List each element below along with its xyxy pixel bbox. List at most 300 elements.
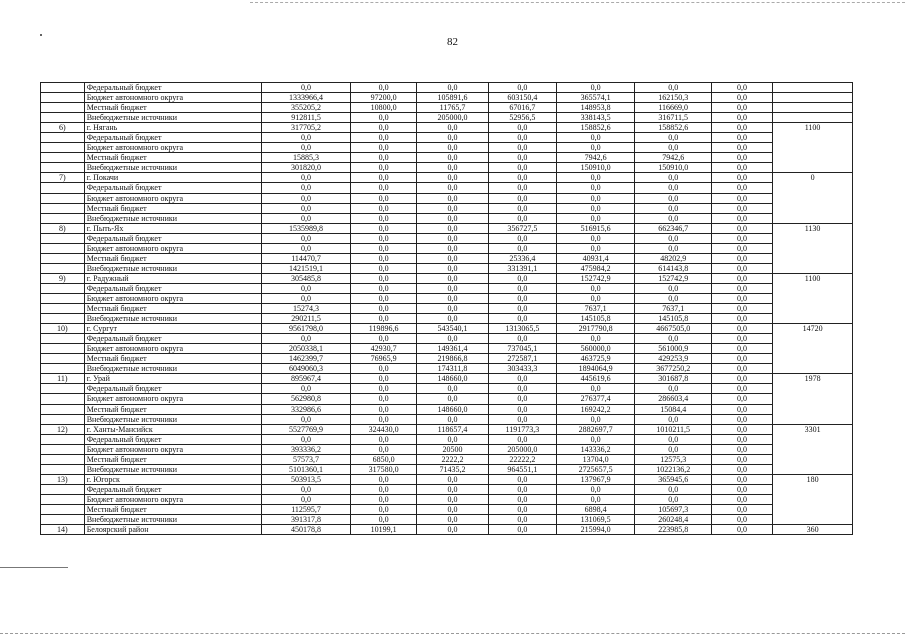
value-cell: 0,0 (489, 394, 557, 404)
value-cell: 0,0 (261, 173, 351, 183)
table-row (41, 193, 853, 203)
value-cell: 0,0 (711, 123, 772, 133)
value-cell: 0,0 (556, 414, 635, 424)
table-row (41, 414, 853, 424)
value-cell: 0,0 (416, 263, 488, 273)
value-cell: 0,0 (416, 283, 488, 293)
row-label: Бюджет автономного округа (84, 93, 261, 103)
value-cell: 0,0 (556, 133, 635, 143)
value-cell: 0,0 (351, 223, 417, 233)
extra-indicator-cell: 1100 (773, 123, 853, 173)
table-row-municipality (41, 324, 853, 334)
row-number (41, 243, 85, 253)
value-cell: 0,0 (711, 83, 772, 93)
value-cell: 0,0 (261, 233, 351, 243)
value-cell: 0,0 (351, 253, 417, 263)
value-cell: 2050338,1 (261, 344, 351, 354)
value-cell: 0,0 (489, 243, 557, 253)
row-label: Бюджет автономного округа (84, 444, 261, 454)
row-number: 12) (41, 424, 85, 434)
value-cell: 0,0 (261, 484, 351, 494)
value-cell: 543540,1 (416, 324, 488, 334)
value-cell: 0,0 (416, 213, 488, 223)
row-label: Бюджет автономного округа (84, 494, 261, 504)
value-cell: 0,0 (711, 133, 772, 143)
value-cell: 603150,4 (489, 93, 557, 103)
table-row (41, 404, 853, 414)
extra-indicator-cell: 1130 (773, 223, 853, 273)
value-cell: 0,0 (416, 525, 488, 535)
value-cell: 0,0 (556, 484, 635, 494)
value-cell: 48202,9 (635, 253, 712, 263)
row-label: Внебюджетные источники (84, 263, 261, 273)
value-cell: 0,0 (416, 414, 488, 424)
value-cell: 0,0 (711, 484, 772, 494)
row-number (41, 344, 85, 354)
value-cell: 316711,5 (635, 113, 712, 123)
value-cell: 5527769,9 (261, 424, 351, 434)
value-cell: 2917790,8 (556, 324, 635, 334)
value-cell: 0,0 (489, 203, 557, 213)
value-cell: 0,0 (711, 143, 772, 153)
table-row (41, 233, 853, 243)
value-cell: 0,0 (489, 283, 557, 293)
value-cell: 0,0 (416, 494, 488, 504)
value-cell: 42930,7 (351, 344, 417, 354)
value-cell: 0,0 (711, 293, 772, 303)
table-row (41, 515, 853, 525)
value-cell: 131069,5 (556, 515, 635, 525)
value-cell: 6898,4 (556, 504, 635, 514)
value-cell: 303433,3 (489, 364, 557, 374)
table-row (41, 263, 853, 273)
row-number (41, 454, 85, 464)
value-cell: 0,0 (489, 384, 557, 394)
value-cell: 0,0 (489, 304, 557, 314)
row-label: Федеральный бюджет (84, 384, 261, 394)
table-row (41, 203, 853, 213)
value-cell: 0,0 (416, 484, 488, 494)
value-cell: 112595,7 (261, 504, 351, 514)
value-cell: 0,0 (351, 364, 417, 374)
value-cell: 0,0 (416, 293, 488, 303)
value-cell: 152742,9 (556, 273, 635, 283)
value-cell: 0,0 (711, 163, 772, 173)
value-cell: 0,0 (416, 273, 488, 283)
row-number (41, 113, 85, 123)
value-cell: 0,0 (351, 283, 417, 293)
value-cell: 0,0 (556, 434, 635, 444)
table-row-municipality (41, 525, 853, 535)
row-number (41, 304, 85, 314)
table-row (41, 153, 853, 163)
row-label: Бюджет автономного округа (84, 293, 261, 303)
extra-empty-cell (773, 113, 853, 123)
table-row (41, 243, 853, 253)
row-label: Местный бюджет (84, 504, 261, 514)
value-cell: 0,0 (711, 233, 772, 243)
value-cell: 0,0 (489, 504, 557, 514)
value-cell: 0,0 (489, 334, 557, 344)
table-row (41, 444, 853, 454)
row-label: Бюджет автономного округа (84, 243, 261, 253)
value-cell: 4667505,0 (635, 324, 712, 334)
value-cell: 0,0 (416, 243, 488, 253)
value-cell: 0,0 (351, 143, 417, 153)
table-row-municipality (41, 273, 853, 283)
value-cell: 0,0 (711, 464, 772, 474)
value-cell: 0,0 (635, 384, 712, 394)
table-row (41, 253, 853, 263)
value-cell: 0,0 (711, 494, 772, 504)
value-cell: 0,0 (635, 444, 712, 454)
row-label: Внебюджетные источники (84, 213, 261, 223)
table-row (41, 304, 853, 314)
value-cell: 0,0 (416, 384, 488, 394)
row-number: 14) (41, 525, 85, 535)
row-label: Местный бюджет (84, 454, 261, 464)
value-cell: 0,0 (556, 293, 635, 303)
row-label: г. Покачи (84, 173, 261, 183)
row-label: г. Радужный (84, 273, 261, 283)
row-number (41, 334, 85, 344)
value-cell: 0,0 (351, 484, 417, 494)
value-cell: 260248,4 (635, 515, 712, 525)
value-cell: 0,0 (711, 183, 772, 193)
row-number: 7) (41, 173, 85, 183)
value-cell: 0,0 (261, 143, 351, 153)
value-cell: 0,0 (416, 173, 488, 183)
table-row (41, 213, 853, 223)
table-row (41, 103, 853, 113)
row-number (41, 504, 85, 514)
value-cell: 317580,0 (351, 464, 417, 474)
extra-empty-cell (773, 93, 853, 103)
value-cell: 205000,0 (416, 113, 488, 123)
value-cell: 0,0 (489, 83, 557, 93)
value-cell: 0,0 (261, 334, 351, 344)
extra-indicator-cell: 360 (773, 525, 853, 535)
extra-indicator-cell: 1100 (773, 273, 853, 323)
row-number (41, 283, 85, 293)
value-cell: 0,0 (261, 193, 351, 203)
value-cell: 105697,3 (635, 504, 712, 514)
row-number (41, 203, 85, 213)
value-cell: 0,0 (711, 93, 772, 103)
value-cell: 0,0 (416, 233, 488, 243)
extra-empty-cell (773, 83, 853, 93)
value-cell: 148660,0 (416, 374, 488, 384)
table-row (41, 484, 853, 494)
row-number (41, 484, 85, 494)
table-row (41, 283, 853, 293)
value-cell: 0,0 (416, 314, 488, 324)
value-cell: 0,0 (711, 213, 772, 223)
value-cell: 158852,6 (556, 123, 635, 133)
value-cell: 0,0 (416, 504, 488, 514)
value-cell: 0,0 (351, 404, 417, 414)
table-row (41, 354, 853, 364)
value-cell: 0,0 (489, 434, 557, 444)
value-cell: 0,0 (556, 334, 635, 344)
value-cell: 105891,6 (416, 93, 488, 103)
value-cell: 356727,5 (489, 223, 557, 233)
value-cell: 332986,6 (261, 404, 351, 414)
row-number (41, 404, 85, 414)
scan-artifact-line (0, 567, 68, 569)
value-cell: 0,0 (635, 193, 712, 203)
row-number (41, 494, 85, 504)
value-cell: 205000,0 (489, 444, 557, 454)
value-cell: 0,0 (635, 83, 712, 93)
table-row (41, 163, 853, 173)
value-cell: 0,0 (711, 444, 772, 454)
value-cell: 0,0 (351, 263, 417, 273)
row-label: Бюджет автономного округа (84, 394, 261, 404)
value-cell: 76965,9 (351, 354, 417, 364)
table-row-municipality (41, 474, 853, 484)
value-cell: 118657,4 (416, 424, 488, 434)
value-cell: 0,0 (711, 515, 772, 525)
table-row (41, 314, 853, 324)
row-label: Внебюджетные источники (84, 515, 261, 525)
value-cell: 0,0 (351, 314, 417, 324)
value-cell: 174311,8 (416, 364, 488, 374)
value-cell: 393336,2 (261, 444, 351, 454)
value-cell: 25336,4 (489, 253, 557, 263)
value-cell: 0,0 (416, 334, 488, 344)
row-label: Местный бюджет (84, 304, 261, 314)
row-number (41, 444, 85, 454)
value-cell: 0,0 (261, 203, 351, 213)
value-cell: 0,0 (711, 525, 772, 535)
value-cell: 0,0 (351, 213, 417, 223)
row-label: Федеральный бюджет (84, 183, 261, 193)
value-cell: 6850,0 (351, 454, 417, 464)
value-cell: 15084,4 (635, 404, 712, 414)
value-cell: 0,0 (635, 243, 712, 253)
extra-indicator-cell: 14720 (773, 324, 853, 374)
value-cell: 0,0 (556, 183, 635, 193)
page-number: 82 (447, 36, 458, 48)
row-number (41, 293, 85, 303)
value-cell: 0,0 (261, 283, 351, 293)
row-label: г. Нягань (84, 123, 261, 133)
value-cell: 0,0 (711, 454, 772, 464)
row-label: Федеральный бюджет (84, 233, 261, 243)
value-cell: 0,0 (416, 143, 488, 153)
value-cell: 0,0 (489, 163, 557, 173)
value-cell: 0,0 (489, 374, 557, 384)
value-cell: 0,0 (416, 203, 488, 213)
value-cell: 0,0 (416, 133, 488, 143)
value-cell: 0,0 (261, 494, 351, 504)
value-cell: 0,0 (489, 213, 557, 223)
value-cell: 1535989,8 (261, 223, 351, 233)
extra-indicator-cell: 3301 (773, 424, 853, 474)
value-cell: 116669,0 (635, 103, 712, 113)
row-label: Внебюджетные источники (84, 163, 261, 173)
value-cell: 0,0 (261, 384, 351, 394)
value-cell: 7942,6 (556, 153, 635, 163)
value-cell: 169242,2 (556, 404, 635, 414)
value-cell: 5101360,1 (261, 464, 351, 474)
row-number (41, 193, 85, 203)
row-number: 6) (41, 123, 85, 133)
value-cell: 152742,9 (635, 273, 712, 283)
value-cell: 338143,5 (556, 113, 635, 123)
value-cell: 0,0 (635, 293, 712, 303)
value-cell: 158852,6 (635, 123, 712, 133)
value-cell: 0,0 (351, 233, 417, 243)
value-cell: 0,0 (635, 203, 712, 213)
value-cell: 0,0 (711, 153, 772, 163)
row-number (41, 103, 85, 113)
value-cell: 1462399,7 (261, 354, 351, 364)
row-label: Бюджет автономного округа (84, 344, 261, 354)
value-cell: 0,0 (711, 404, 772, 414)
value-cell: 0,0 (635, 233, 712, 243)
row-label: Федеральный бюджет (84, 334, 261, 344)
value-cell: 57573,7 (261, 454, 351, 464)
row-label: г. Пыть-Ях (84, 223, 261, 233)
table-row (41, 344, 853, 354)
table-row (41, 83, 853, 93)
extra-indicator-cell: 180 (773, 474, 853, 524)
row-number (41, 314, 85, 324)
value-cell: 0,0 (489, 494, 557, 504)
table-row (41, 504, 853, 514)
value-cell: 114470,7 (261, 253, 351, 263)
value-cell: 0,0 (351, 273, 417, 283)
row-number: 8) (41, 223, 85, 233)
row-label: Бюджет автономного округа (84, 143, 261, 153)
row-label: Федеральный бюджет (84, 133, 261, 143)
value-cell: 0,0 (351, 304, 417, 314)
value-cell: 15885,3 (261, 153, 351, 163)
value-cell: 0,0 (556, 213, 635, 223)
table-row (41, 133, 853, 143)
value-cell: 148953,8 (556, 103, 635, 113)
value-cell: 0,0 (489, 273, 557, 283)
value-cell: 0,0 (635, 133, 712, 143)
row-label: Внебюджетные источники (84, 113, 261, 123)
value-cell: 0,0 (489, 183, 557, 193)
value-cell: 0,0 (351, 113, 417, 123)
table-row (41, 434, 853, 444)
value-cell: 0,0 (711, 304, 772, 314)
value-cell: 1022136,2 (635, 464, 712, 474)
budget-table-body (41, 83, 853, 535)
value-cell: 67016,7 (489, 103, 557, 113)
value-cell: 0,0 (489, 233, 557, 243)
value-cell: 0,0 (351, 494, 417, 504)
row-label: г. Югорск (84, 474, 261, 484)
value-cell: 1313065,5 (489, 324, 557, 334)
value-cell: 0,0 (416, 394, 488, 404)
value-cell: 2882697,7 (556, 424, 635, 434)
value-cell: 0,0 (261, 243, 351, 253)
value-cell: 22222,2 (489, 454, 557, 464)
value-cell: 0,0 (711, 504, 772, 514)
value-cell: 0,0 (556, 203, 635, 213)
row-number (41, 83, 85, 93)
value-cell: 0,0 (261, 414, 351, 424)
value-cell: 0,0 (711, 283, 772, 293)
value-cell: 2725657,5 (556, 464, 635, 474)
value-cell: 7942,6 (635, 153, 712, 163)
value-cell: 0,0 (416, 434, 488, 444)
row-label: Федеральный бюджет (84, 434, 261, 444)
value-cell: 219866,8 (416, 354, 488, 364)
value-cell: 445619,6 (556, 374, 635, 384)
value-cell: 301820,0 (261, 163, 351, 173)
value-cell: 0,0 (635, 213, 712, 223)
row-label: г. Ханты-Мансийск (84, 424, 261, 434)
row-number (41, 253, 85, 263)
value-cell: 162150,3 (635, 93, 712, 103)
row-label: Бюджет автономного округа (84, 193, 261, 203)
value-cell: 11765,7 (416, 103, 488, 113)
row-label: Белоярский район (84, 525, 261, 535)
value-cell: 0,0 (711, 474, 772, 484)
value-cell: 0,0 (489, 153, 557, 163)
value-cell: 0,0 (635, 173, 712, 183)
row-label: Внебюджетные источники (84, 464, 261, 474)
value-cell: 0,0 (556, 193, 635, 203)
value-cell: 0,0 (489, 293, 557, 303)
value-cell: 0,0 (489, 143, 557, 153)
value-cell: 0,0 (635, 143, 712, 153)
row-label: Местный бюджет (84, 253, 261, 263)
value-cell: 562980,8 (261, 394, 351, 404)
value-cell: 0,0 (635, 334, 712, 344)
extra-indicator-cell: 0 (773, 173, 853, 223)
value-cell: 0,0 (556, 494, 635, 504)
value-cell: 429253,9 (635, 354, 712, 364)
value-cell: 0,0 (351, 414, 417, 424)
value-cell: 365945,6 (635, 474, 712, 484)
row-label: г. Урай (84, 374, 261, 384)
row-number (41, 384, 85, 394)
value-cell: 272587,1 (489, 354, 557, 364)
value-cell: 0,0 (351, 173, 417, 183)
table-row-municipality (41, 424, 853, 434)
value-cell: 0,0 (261, 213, 351, 223)
value-cell: 0,0 (489, 173, 557, 183)
value-cell: 0,0 (351, 243, 417, 253)
value-cell: 0,0 (351, 504, 417, 514)
value-cell: 0,0 (416, 223, 488, 233)
value-cell: 0,0 (489, 515, 557, 525)
value-cell: 0,0 (556, 173, 635, 183)
value-cell: 355205,2 (261, 103, 351, 113)
value-cell: 148660,0 (416, 404, 488, 414)
value-cell: 0,0 (261, 83, 351, 93)
value-cell: 1191773,3 (489, 424, 557, 434)
value-cell: 0,0 (556, 83, 635, 93)
value-cell: 0,0 (351, 444, 417, 454)
value-cell: 0,0 (635, 414, 712, 424)
value-cell: 912811,5 (261, 113, 351, 123)
value-cell: 0,0 (556, 283, 635, 293)
row-number (41, 163, 85, 173)
value-cell: 145105,8 (556, 314, 635, 324)
value-cell: 0,0 (489, 314, 557, 324)
value-cell: 0,0 (351, 384, 417, 394)
value-cell: 0,0 (556, 233, 635, 243)
value-cell: 215994,0 (556, 525, 635, 535)
